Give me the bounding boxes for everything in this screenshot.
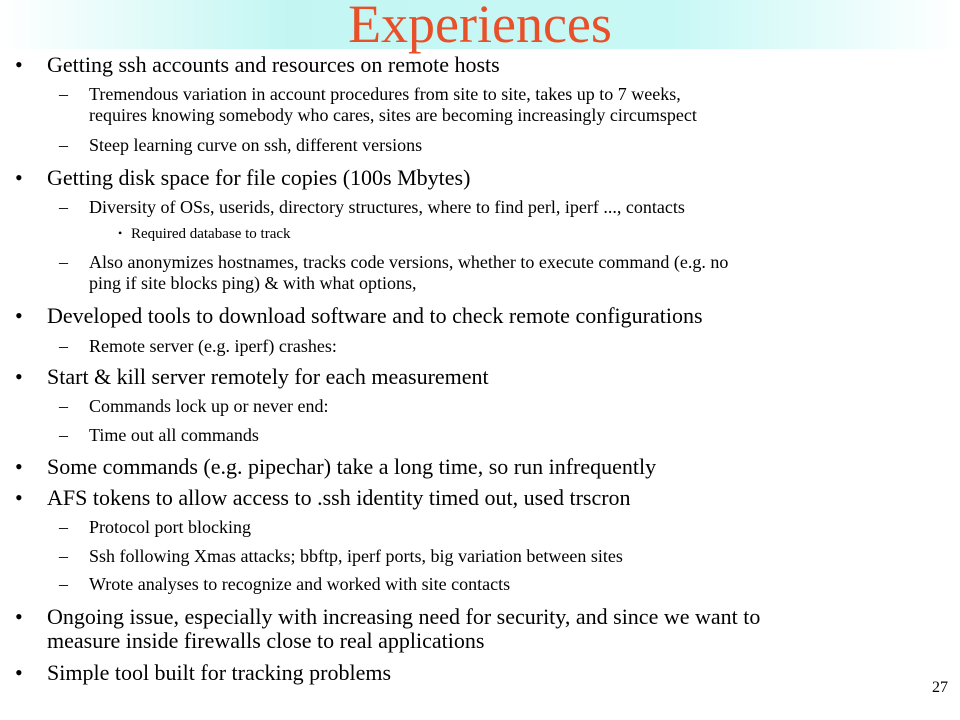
sub-bullet-item <box>59 396 329 416</box>
bullet-dot-icon: • <box>15 485 23 510</box>
bullet-dot-icon: • <box>15 660 23 685</box>
dash-marker-icon: – <box>59 517 68 537</box>
sub-sub-bullet-text: Required database to track <box>131 226 291 242</box>
sub-bullet-text: Ssh following Xmas attacks; bbftp, iperf ports, big variation between sites <box>89 546 623 566</box>
dash-marker-icon: – <box>59 84 68 104</box>
sub-sub-bullet-item <box>118 226 291 243</box>
bullet-item <box>15 454 657 479</box>
sub-bullet-text: Diversity of OSs, userids, directory structures, where to find perl, iperf ..., contacts <box>89 197 685 217</box>
dash-marker-icon: – <box>59 546 68 566</box>
sub-bullet-item <box>59 517 251 537</box>
sub-bullet-item <box>59 425 259 445</box>
bullet-item <box>15 604 761 629</box>
sub-bullet-text: Commands lock up or never end: <box>89 396 329 416</box>
sub-bullet-item <box>59 574 511 594</box>
dash-marker-icon: – <box>59 574 68 594</box>
bullet-text: Some commands (e.g. pipechar) take a long time, so run infrequently <box>47 454 657 479</box>
slide-title: Experiences <box>348 0 612 54</box>
bullet-dot-icon: • <box>15 454 23 479</box>
sub-bullet-text: ping if site blocks ping) & with what options, <box>89 273 417 293</box>
bullet-dot-icon: • <box>118 226 123 240</box>
sub-bullet-continuation <box>89 105 697 125</box>
bullet-dot-icon: • <box>15 165 23 190</box>
bullet-text: Getting ssh accounts and resources on remote hosts <box>47 52 500 77</box>
bullet-item <box>15 364 489 389</box>
sub-bullet-continuation <box>89 273 416 293</box>
bullet-dot-icon: • <box>15 303 23 328</box>
sub-bullet-text: Tremendous variation in account procedures from site to site, takes up to 7 weeks, <box>89 84 681 104</box>
dash-marker-icon: – <box>59 197 68 217</box>
sub-bullet-item <box>59 252 729 272</box>
bullet-text: Developed tools to download software and to check remote configurations <box>47 303 703 328</box>
dash-marker-icon: – <box>59 135 68 155</box>
bullet-item <box>15 303 703 328</box>
dash-marker-icon: – <box>59 252 68 272</box>
dash-marker-icon: – <box>59 396 68 416</box>
sub-bullet-text: Steep learning curve on ssh, different versions <box>89 135 423 155</box>
sub-bullet-item <box>59 135 423 155</box>
bullet-text: Ongoing issue, especially with increasing need for security, and since we want to <box>47 604 761 629</box>
sub-bullet-item <box>59 336 337 356</box>
sub-bullet-item <box>59 197 685 217</box>
bullet-item <box>15 485 631 510</box>
sub-bullet-text: Also anonymizes hostnames, tracks code versions, whether to execute command (e.g. no <box>89 252 729 272</box>
bullet-text: Start & kill server remotely for each measurement <box>47 364 489 389</box>
sub-bullet-text: Remote server (e.g. iperf) crashes: <box>89 336 337 356</box>
bullet-text: AFS tokens to allow access to .ssh identity timed out, used trscron <box>47 485 631 510</box>
bullet-item <box>15 660 392 685</box>
bullet-dot-icon: • <box>15 52 23 77</box>
bullet-continuation <box>47 629 484 652</box>
sub-bullet-text: Protocol port blocking <box>89 517 251 537</box>
dash-marker-icon: – <box>59 336 68 356</box>
page-number: 27 <box>932 679 948 696</box>
sub-bullet-item <box>59 546 623 566</box>
bullet-item <box>15 52 500 77</box>
bullet-dot-icon: • <box>15 364 23 389</box>
sub-bullet-text: Wrote analyses to recognize and worked with site contacts <box>89 574 511 594</box>
bullet-text: Getting disk space for file copies (100s Mbytes) <box>47 165 471 190</box>
dash-marker-icon: – <box>59 425 68 445</box>
bullet-dot-icon: • <box>15 604 23 629</box>
bullet-text: Simple tool built for tracking problems <box>47 660 392 685</box>
sub-bullet-item <box>59 84 681 104</box>
sub-bullet-text: requires knowing somebody who cares, sites are becoming increasingly circumspect <box>89 105 697 125</box>
bullet-text: measure inside firewalls close to real applications <box>47 628 485 653</box>
sub-bullet-text: Time out all commands <box>89 425 259 445</box>
bullet-item <box>15 165 471 190</box>
